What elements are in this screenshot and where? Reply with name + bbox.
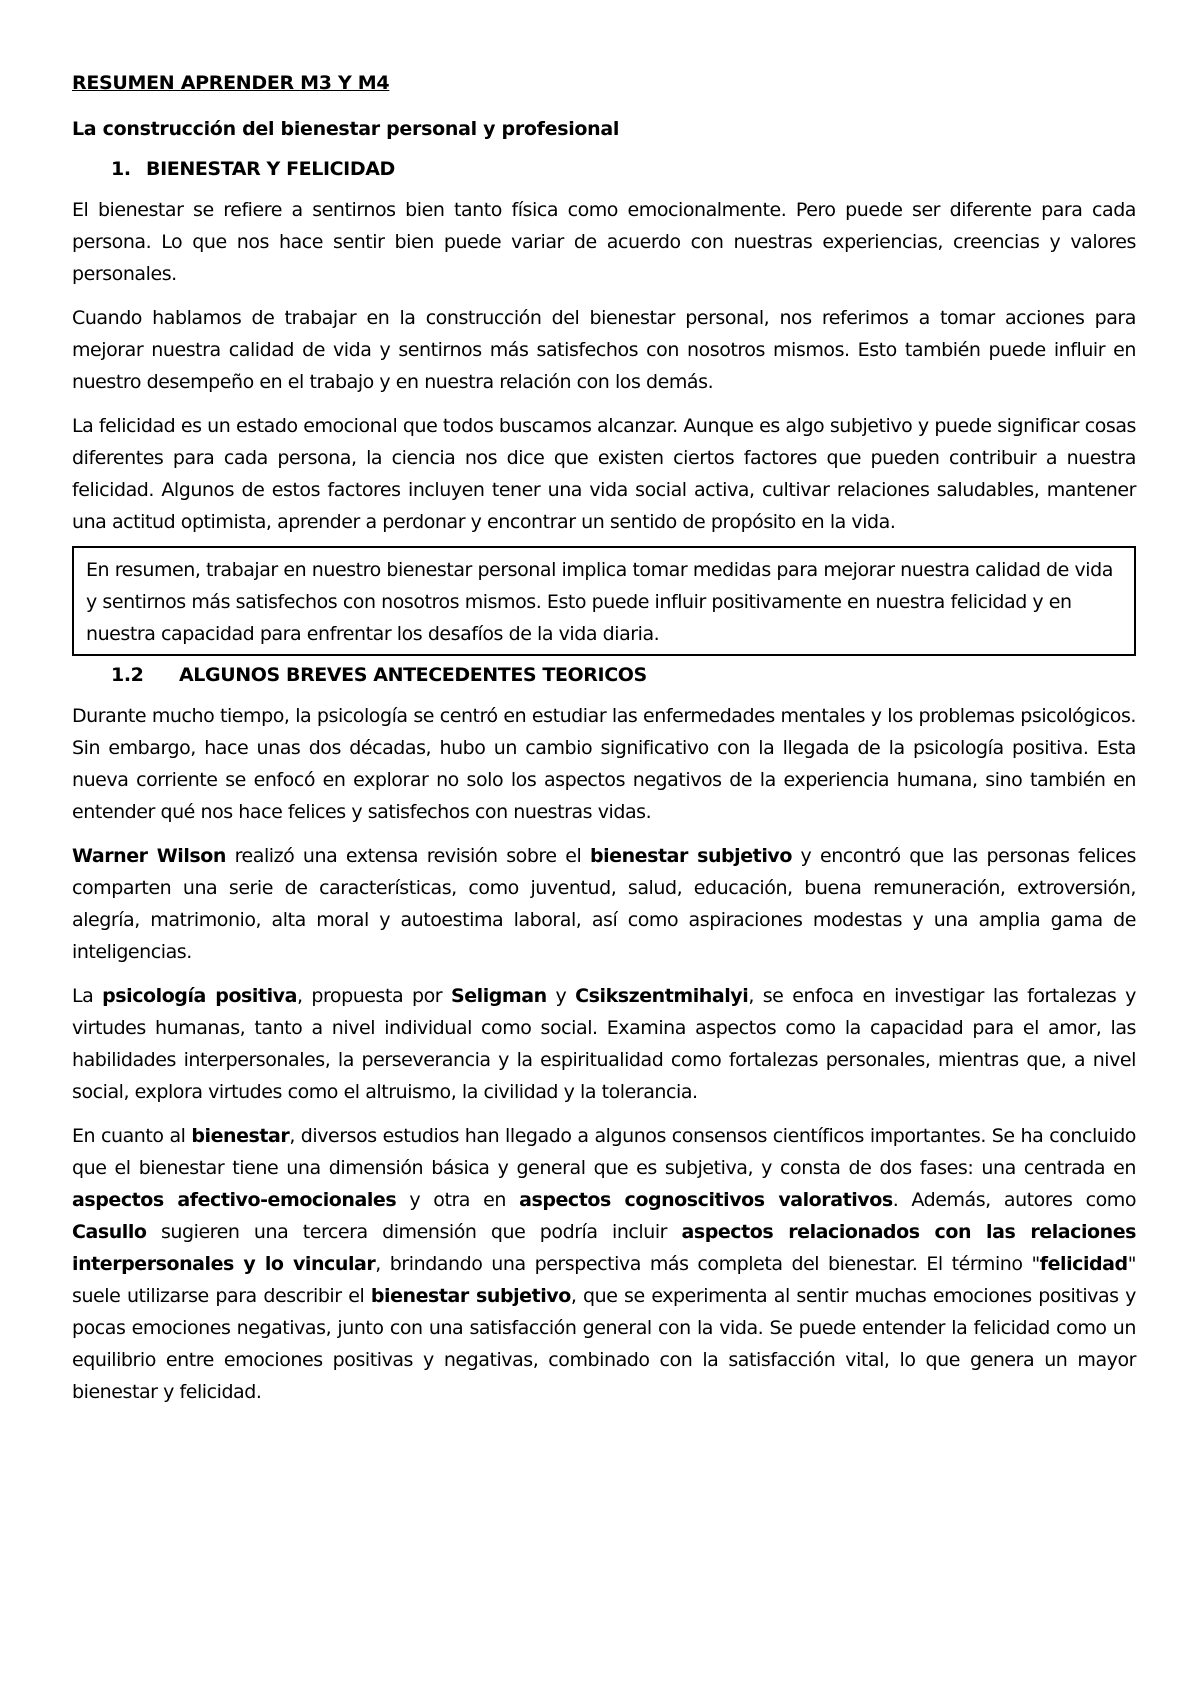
text-run: y otra en xyxy=(396,1189,520,1211)
section-heading-2 xyxy=(72,662,1136,688)
paragraph-7 xyxy=(72,1120,1136,1408)
paragraph-2: Cuando hablamos de trabajar en la construcción del bienestar personal, nos referimos a tomar acciones para mejorar nuestra calidad de vida y sentirnos más satisfechos con nosotros mismos. Esto también puede influir en nuestro desempeño en el trabajo y en nuestra relación con los demás. xyxy=(72,307,1136,393)
document-title: RESUMEN APRENDER M3 Y M4 xyxy=(72,72,390,94)
section-title: BIENESTAR Y FELICIDAD xyxy=(146,158,395,180)
section-title: ALGUNOS BREVES ANTECEDENTES TEORICOS xyxy=(179,664,647,686)
section-heading-1 xyxy=(72,156,1136,182)
text-run: y xyxy=(546,985,576,1007)
paragraph-4: Durante mucho tiempo, la psicología se centró en estudiar las enfermedades mentales y los problemas psicológicos. Sin embargo, hace unas dos décadas, hubo un cambio significativo con la llegada de la psicología positiva. Esta nueva corriente se enfocó en explorar no solo los aspectos negativos de la experiencia humana, sino también en entender qué nos hace felices y satisfechos con nuestras vidas. xyxy=(72,705,1136,823)
text-run: La xyxy=(72,985,103,1007)
bold-term: aspectos relacionados con las relaciones interpersonales y lo vincular xyxy=(72,1221,1137,1275)
summary-box xyxy=(72,546,1136,656)
text-run: , que se experimenta al sentir muchas emociones positivas y pocas emociones negativas, junto con una satisfacción general con la vida. Se puede entender la felicidad como un equilibrio entre emociones positivas y negativas, combinado con la satisfacción vital, lo que genera un mayor bienestar y felicidad. xyxy=(72,1285,1136,1403)
text-run: , propuesta por xyxy=(296,985,451,1007)
bold-term: bienestar subjetivo xyxy=(370,1285,571,1307)
section-number: 1. xyxy=(111,158,131,180)
bold-term: aspectos cognoscitivos valorativos xyxy=(519,1189,893,1211)
text-run: , diversos estudios han llegado a algunos consensos científicos importantes. Se ha concluido que el bienestar tiene una dimensión básica y general que es subjetiva, y consta de dos fases: una centrada en xyxy=(72,1125,1136,1179)
text-run: sugieren una tercera dimensión que podría incluir xyxy=(146,1221,682,1243)
bold-term: felicidad xyxy=(1039,1253,1128,1275)
paragraph-3: La felicidad es un estado emocional que todos buscamos alcanzar. Aunque es algo subjetivo y puede significar cosas diferentes para cada persona, la ciencia nos dice que existen ciertos factores que pueden contribuir a nuestra felicidad. Algunos de estos factores incluyen tener una vida social activa, cultivar relaciones saludables, mantener una actitud optimista, aprender a perdonar y encontrar un sentido de propósito en la vida. xyxy=(72,415,1136,533)
paragraph-1: El bienestar se refiere a sentirnos bien tanto física como emocionalmente. Pero puede ser diferente para cada persona. Lo que nos hace sentir bien puede variar de acuerdo con nuestras experiencias, creencias y valores personales. xyxy=(72,199,1136,285)
text-run: . Además, autores como xyxy=(892,1189,1137,1211)
section-number: 1.2 xyxy=(111,664,144,686)
bold-term: bienestar xyxy=(191,1125,290,1147)
bold-term: Casullo xyxy=(72,1221,147,1243)
bold-term: Seligman xyxy=(450,985,547,1007)
paragraph-6 xyxy=(72,980,1136,1108)
bold-term: psicología positiva xyxy=(102,985,297,1007)
paragraph-5 xyxy=(72,840,1136,968)
text-run: , se enfoca en investigar las fortalezas y virtudes humanas, tanto a nivel individual como social. Examina aspectos como la capacidad para el amor, las habilidades interpersonales, la perseverancia y la espiritualidad como fortalezas personales, mientras que, a nivel social, explora virtudes como el altruismo, la civilidad y la tolerancia. xyxy=(72,985,1136,1103)
text-run: En cuanto al xyxy=(72,1125,192,1147)
text-run: , brindando una perspectiva más completa del bienestar. El término " xyxy=(375,1253,1040,1275)
bold-term: bienestar subjetivo xyxy=(589,845,792,867)
text-run: y encontró que las personas felices comparten una serie de características, como juventud, salud, educación, buena remuneración, extroversión, alegría, matrimonio, alta moral y autoestima laboral, así como aspiraciones modestas y una amplia gama de inteligencias. xyxy=(72,845,1136,963)
text-run: " suele utilizarse para describir el xyxy=(72,1253,1136,1307)
bold-term: Csikszentmihalyi xyxy=(575,985,749,1007)
summary-text: En resumen, trabajar en nuestro bienestar personal implica tomar medidas para mejorar nuestra calidad de vida y sentirnos más satisfechos con nosotros mismos. Esto puede influir positivamente en nuestra felicidad y en nuestra capacidad para enfrentar los desafíos de la vida diaria. xyxy=(86,559,1113,645)
text-run: realizó una extensa revisión sobre el xyxy=(225,845,590,867)
bold-term: aspectos afectivo-emocionales xyxy=(72,1189,397,1211)
bold-term: Warner Wilson xyxy=(72,845,226,867)
document-subtitle: La construcción del bienestar personal y profesional xyxy=(72,118,620,140)
document-page xyxy=(72,70,1136,1420)
